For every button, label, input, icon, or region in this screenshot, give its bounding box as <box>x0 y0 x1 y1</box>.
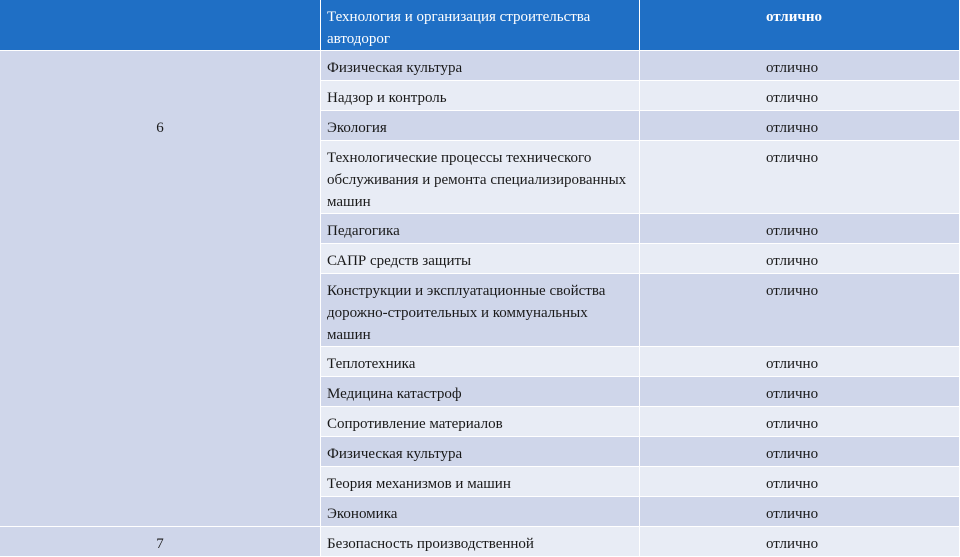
grade-cell <box>640 407 960 437</box>
grade-value: отлично <box>766 476 819 492</box>
subject-cell <box>321 377 640 407</box>
grade-value: отлично <box>766 223 819 239</box>
subject-cell <box>321 527 640 557</box>
subject-name: Медицина катастроф <box>327 386 462 402</box>
subject-cell <box>321 274 640 347</box>
grade-cell <box>640 437 960 467</box>
subject-name: САПР средств защиты <box>327 253 472 269</box>
grade-value: отлично <box>766 446 819 462</box>
subject-cell <box>321 214 640 244</box>
grade-value: отлично <box>766 150 819 166</box>
subject-name: Экология <box>327 120 387 136</box>
grade-value: отлично <box>766 506 819 522</box>
subject-cell <box>321 51 640 81</box>
grade-cell <box>640 141 960 214</box>
semester-number: 7 <box>156 536 164 552</box>
subject-name: Технологические процессы технического обслуживания и ремонта специализированных машин <box>327 150 627 210</box>
grade-value: отлично <box>766 120 819 136</box>
subject-cell <box>321 141 640 214</box>
subject-cell <box>321 497 640 527</box>
subject-name: Конструкции и эксплуатационные свойства дорожно-строительных и коммунальных машин <box>327 283 606 343</box>
subject-cell <box>321 244 640 274</box>
grade-cell <box>640 111 960 141</box>
subject-cell <box>321 347 640 377</box>
subject-cell <box>321 437 640 467</box>
grade-cell <box>640 81 960 111</box>
header-grade-cell <box>640 0 960 51</box>
subject-cell <box>321 81 640 111</box>
grade-cell <box>640 274 960 347</box>
header-subject-cell <box>321 0 640 51</box>
subject-name: Педагогика <box>327 223 400 239</box>
subject-name: Экономика <box>327 506 398 522</box>
subject-name: Безопасность производственной <box>327 536 534 552</box>
grade-cell <box>640 467 960 497</box>
header-grade-text: отлично <box>766 9 822 25</box>
header-semester-cell <box>0 0 321 51</box>
subject-name: Физическая культура <box>327 446 463 462</box>
semester-cell <box>0 51 321 527</box>
grade-cell <box>640 244 960 274</box>
grade-cell <box>640 214 960 244</box>
table-row <box>0 51 960 81</box>
grade-value: отлично <box>766 386 819 402</box>
subject-name: Физическая культура <box>327 60 463 76</box>
grade-cell <box>640 377 960 407</box>
grade-value: отлично <box>766 283 819 299</box>
subject-name: Теория механизмов и машин <box>327 476 511 492</box>
grade-cell <box>640 497 960 527</box>
grade-value: отлично <box>766 416 819 432</box>
grade-value: отлично <box>766 356 819 372</box>
grade-value: отлично <box>766 60 819 76</box>
grade-value: отлично <box>766 90 819 106</box>
semester-cell <box>0 527 321 557</box>
grade-cell <box>640 347 960 377</box>
subject-cell <box>321 111 640 141</box>
subject-cell <box>321 407 640 437</box>
grade-cell <box>640 51 960 81</box>
grade-value: отлично <box>766 536 819 552</box>
table-row <box>0 527 960 557</box>
subject-name: Надзор и контроль <box>327 90 447 106</box>
grade-cell <box>640 527 960 557</box>
subject-cell <box>321 467 640 497</box>
subject-name: Теплотехника <box>327 356 416 372</box>
semester-number: 6 <box>156 120 164 136</box>
header-subject-text: Технология и организация строительства автодорог <box>327 9 591 47</box>
grade-value: отлично <box>766 253 819 269</box>
subject-name: Сопротивление материалов <box>327 416 503 432</box>
table-header-row <box>0 0 960 51</box>
